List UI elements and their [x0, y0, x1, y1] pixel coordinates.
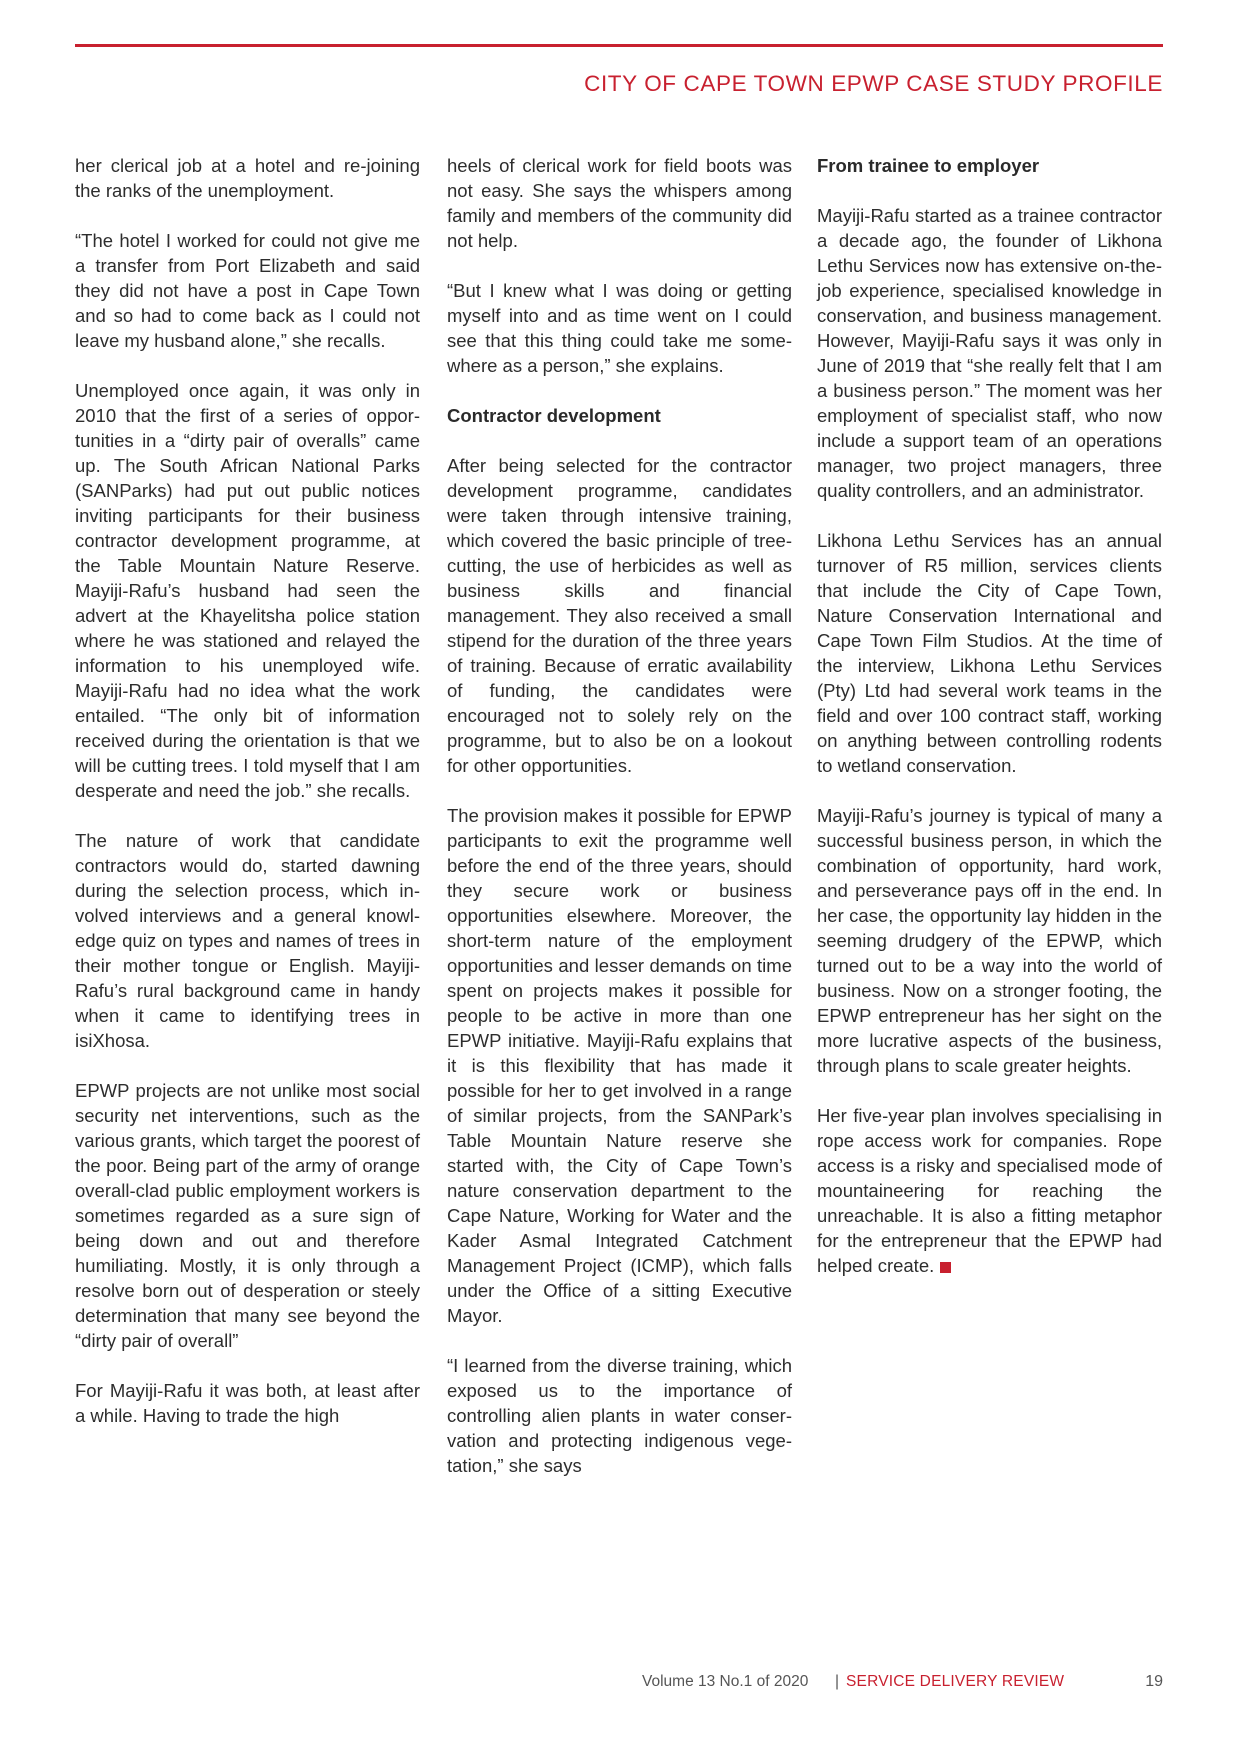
body-paragraph: For Mayiji-Rafu it was both, at least after a while. Having to trade the high	[75, 1380, 420, 1426]
body-paragraph: The nature of work that candidate contractors would do, started dawning during the selection process, which involved interviews and a general knowledge quiz on types and names of trees in their mother tongue or English. Mayiji-Rafu’s rural background came in handy when it came to identifying trees in isiXhosa.	[75, 830, 420, 1051]
body-paragraph-final	[817, 1103, 1162, 1278]
section-heading-trainee-to-employer: From trainee to employer	[817, 155, 1040, 176]
body-paragraph: “But I knew what I was doing or getting myself into and as time went on I could see that this thing could take me somewhere as a person,” she explains.	[447, 280, 792, 376]
final-paragraph-text: Her five-year plan involves specialising in rope access work for companies. Rope access is a risky and specialised mode of mountaineering for reaching the unreachable. It is also a fitting metaphor for the entrepreneur that the EPWP had helped create.	[817, 1105, 1162, 1276]
body-paragraph: her clerical job at a hotel and re-joining the ranks of the unemployment.	[75, 155, 420, 201]
body-paragraph: Unemployed once again, it was only in 2010 that the first of a series of opportunities in a “dirty pair of overalls” came up. The South African National Parks (SANParks) had put out public notices inviting participants for their business contractor development programme, at the Table Mountain Nature Reserve. Mayiji-Rafu’s husband had seen the advert at the Khayelitsha police station where he was stationed and relayed the information to his unemployed wife. Mayiji-Rafu had no idea what the work entailed. “The only bit of information received during the orientation is that we will be cutting trees. I told myself that I am desperate and need the job.” she recalls.	[75, 380, 420, 801]
column-3	[817, 153, 1162, 1303]
body-paragraph: “The hotel I worked for could not give me a transfer from Port Elizabeth and said they did not have a post in Cape Town and so had to come back as I could not leave my husband alone,” she recalls.	[75, 230, 420, 351]
body-paragraph: EPWP projects are not unlike most social security net interventions, such as the various grants, which target the poorest of the poor. Being part of the army of orange overall-clad public employment workers is sometimes regarded as a sure sign of being down and out and therefore humiliating. Mostly, it is only through a resolve born out of desperation or steely determination that many see beyond the “dirty pair of overall”	[75, 1080, 420, 1351]
column-2	[447, 153, 792, 1503]
body-paragraph: “I learned from the diverse training, which exposed us to the importance of controlling alien plants in water conservation and protecting indigenous vegetation,” she says	[447, 1355, 792, 1476]
page-number: 19	[1145, 1673, 1163, 1690]
body-paragraph: After being selected for the contractor development programme, candidates were taken through intensive training, which covered the basic principle of tree-cutting, the use of herbicides as well as business skills and financial management. They also received a small stipend for the duration of the three years of training. Because of erratic availability of funding, the candidates were encouraged not to solely rely on the programme, but to also be on a lookout for other opportunities.	[447, 455, 792, 776]
end-of-article-mark	[940, 1262, 951, 1273]
body-paragraph: Likhona Lethu Services has an annual turnover of R5 million, services clients that include the City of Cape Town, Nature Conservation International and Cape Town Film Studios. At the time of the interview, Likhona Lethu Services (Pty) Ltd had several work teams in the field and over 100 contract staff, working on anything between controlling rodents to wetland conservation.	[817, 530, 1162, 776]
footer-volume: Volume 13 No.1 of 2020	[642, 1673, 809, 1690]
body-paragraph: Mayiji-Rafu’s journey is typical of many a successful business person, in which the combination of opportunity, hard work, and perseverance pays off in the end. In her case, the opportunity lay hidden in the seeming drudgery of the EPWP, which turned out to be a way into the world of business. Now on a stronger footing, the EPWP entrepreneur has her sight on the more lucrative aspects of the business, through plans to scale greater heights.	[817, 805, 1162, 1076]
section-heading-contractor-development: Contractor development	[447, 405, 661, 426]
body-paragraph: Mayiji-Rafu started as a trainee contractor a decade ago, the founder of Likhona Lethu Services now has extensive on-the-job experience, specialised knowledge in conservation, and business management. However, Mayiji-Rafu says it was only in June of 2019 that “she really felt that I am a business person.” The moment was her employment of specialist staff, who now include a support team of an operations manager, two project managers, three quality controllers, and an administrator.	[817, 205, 1162, 501]
column-1	[75, 153, 420, 1453]
footer-separator: |	[835, 1673, 840, 1690]
header-rule	[75, 44, 1163, 47]
footer-publication: SERVICE DELIVERY REVIEW	[846, 1673, 1065, 1690]
body-paragraph: The provision makes it possible for EPWP participants to exit the programme well before the end of the three years, should they secure work or business opportunities elsewhere. Moreover, the short-term nature of the employment opportunities and lesser demands on time spent on projects makes it possible for people to be active in more than one EPWP initiative. Mayiji-Rafu explains that it is this flexibility that has made it possible for her to get involved in a range of similar projects, from the SANPark’s Table Mountain Nature reserve she started with, the City of Cape Town’s nature conservation department to the Cape Nature, Working for Water and the Kader Asmal Integrated Catchment Management Project (ICMP), which falls under the Office of a sitting Executive Mayor.	[447, 805, 792, 1326]
body-paragraph: heels of clerical work for field boots was not easy. She says the whispers among family and members of the community did not help.	[447, 155, 792, 251]
header-title: CITY OF CAPE TOWN EPWP CASE STUDY PROFILE	[584, 71, 1163, 96]
